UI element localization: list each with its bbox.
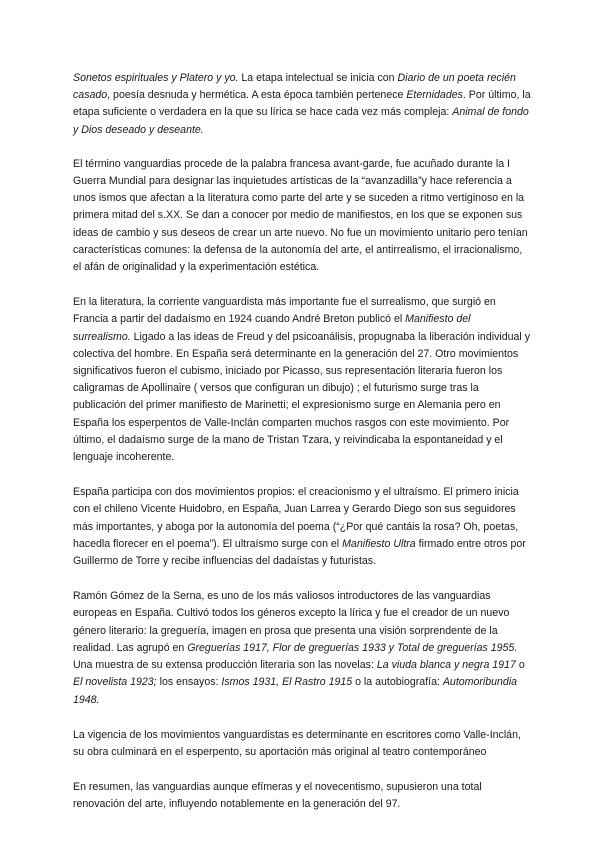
text-run: . Por último, la etapa suficiente o verdadera en la que su lírica se hace cada vez más compleja:: [73, 89, 531, 119]
text-run: En la literatura, la corriente vanguardista más importante fue el surrealismo, que surgió en Francia a partir del dadaísmo en 1924 cuando André Breton publicó el: [73, 296, 496, 326]
text-run: España participa con dos movimientos propios: el creacionismo y el ultraísmo. El primero inicia con el chileno Vicente Huidobro, en España, Juan Larrea y Gerardo Diego son sus seguidores más importantes, y aboga por la autonomía del poema (“¿Por qué cantáis la rosa? Oh, poetas, hacedla florecer en el poema”). El ultraísmo surge con el: [73, 486, 519, 550]
text-run: Una muestra de su extensa producción literaria son las novelas:: [73, 659, 377, 672]
text-run: o: [515, 659, 525, 672]
italic-title-text: Greguerías 1917, Flor de greguerías 1933 y Total de greguerías 1955.: [187, 641, 518, 654]
text-run: Ramón Gómez de la Serna, es uno de los más valiosos introductores de las vanguardias europeas en España. Cultivó todos los géneros excepto la lírica y fue el creador de un nuevo género literario: la greguería, imagen en prosa que presenta una visión sorprendente de la realidad. Las agrupó en: [73, 590, 510, 654]
text-run: o la autobiografía:: [352, 676, 443, 689]
italic-title-text: El novelista 1923;: [73, 676, 157, 689]
text-run: los ensayos:: [156, 676, 222, 689]
italic-title-text: Eternidades: [406, 89, 463, 102]
italic-title-text: Animal de fondo y Dios deseado y deseante.: [73, 106, 529, 136]
text-run: En resumen, las vanguardias aunque efímeras y el novecentismo, supusieron una total renovación del arte, influyendo notablemente en la generación del 97.: [73, 781, 482, 811]
italic-title-text: Manifiesto del surrealismo.: [73, 313, 471, 343]
text-run: , poesía desnuda y hermética. A esta época también pertenece: [107, 89, 407, 102]
italic-title-text: Manifiesto Ultra: [342, 537, 416, 550]
paragraph-juan-ramon-etapas: [73, 70, 531, 139]
document-body: [73, 70, 531, 832]
text-run: La etapa intelectual se inicia con: [238, 72, 398, 84]
paragraph-valle-inclan: [73, 727, 531, 761]
paragraph-surrealismo: [73, 294, 531, 466]
text-run: Ligado a las ideas de Freud y del psicoanálisis, propugnaba la liberación individual y colectiva del hombre. En España será determinante en la generación del 27. Otro movimientos significativos fueron el cubismo, iniciado por Picasso, sus representación literaria fueron los caligramas de Apollinaire ( versos que configuran un dibujo) ; el futurismo surge tras la publicación del primer manifiesto de Marinetti; el expresionismo surge en Alemania pero en España los esperpentos de Valle-Inclán comparten muchos rasgos con este movimiento. Por último, el dadaísmo surge de la mano de Tristan Tzara, y reivindicaba la espontaneidad y el lenguaje incoherente.: [73, 330, 530, 464]
italic-title-text: La viuda blanca y negra 1917: [376, 659, 516, 672]
paragraph-vanguardias-definicion: [73, 156, 531, 276]
text-run: La vigencia de los movimientos vanguardistas es determinante en escritores como Valle-Inclán, su obra culminará en el esperpento, su aportación más original al teatro contemporáneo: [73, 728, 521, 758]
paragraph-resumen: [73, 779, 531, 813]
italic-title-text: Sonetos espirituales y Platero y yo.: [73, 72, 239, 84]
italic-title-text: Ismos 1931, El Rastro 1915: [221, 676, 353, 689]
italic-title-text: Automoribundia 1948.: [73, 676, 518, 706]
text-run: firmado entre otros por Guillermo de Torre y recibe influencias del dadaístas y futuristas.: [73, 537, 526, 568]
text-run: El término vanguardias procede de la palabra francesa avant-garde, fue acuñado durante la I Guerra Mundial para designar las inquietudes artísticas de la “avanzadilla”y hace referencia a unos ismos que afectan a la literatura como parte del arte y se suceden a ritmo vertiginoso en la primera mitad del s.XX. Se dan a conocer por medio de manifiestos, en los que se exponen sus ideas de cambio y sus deseos de crear un arte nuevo. No fue un movimiento unitario pero tenían características comunes: la defensa de la autonomía del arte, el antirrealismo, el irracionalismo, el afán de originalidad y la experimentación estética.: [73, 157, 528, 274]
paragraph-gomez-de-la-serna: [73, 588, 531, 708]
italic-title-text: Diario de un poeta recién casado: [73, 72, 516, 102]
paragraph-creacionismo-ultraismo: [73, 484, 531, 570]
